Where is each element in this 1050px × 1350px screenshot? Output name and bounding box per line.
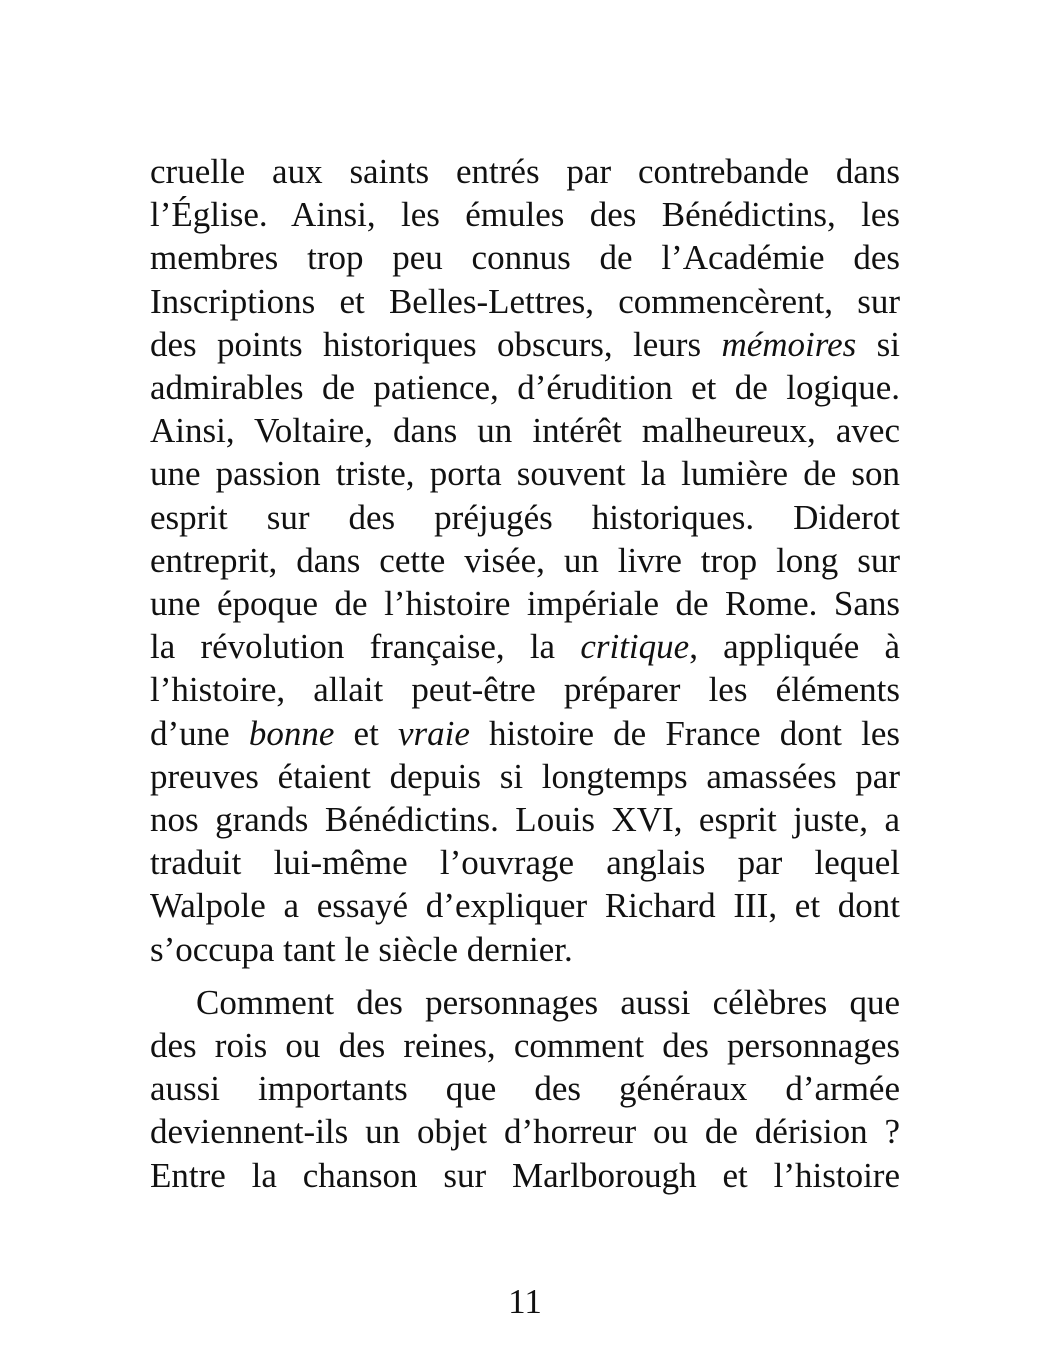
text-line: entreprit, dans cette visée, un livre trop long sur (150, 540, 900, 580)
text-line: Comment des personnages aussi célèbres que (196, 982, 900, 1022)
page-number: 11 (508, 1282, 542, 1321)
text-line: l’histoire, allait peut-être préparer les éléments (150, 670, 900, 710)
text-line: aussi importants que des généraux d’armée (150, 1069, 900, 1109)
italic-word: critique (580, 627, 690, 667)
text-line: des rois ou des reines, comment des personnages (150, 1026, 900, 1066)
text-line: Ainsi, Voltaire, dans un intérêt malheureux, avec (150, 411, 900, 451)
text-line: cruelle aux saints entrés par contrebande dans (150, 152, 900, 191)
text-line: une passion triste, porta souvent la lumière de son (150, 454, 900, 494)
text-line: preuves étaient depuis si longtemps amassées par (150, 756, 900, 796)
text-line: nos grands Bénédictins. Louis XVI, esprit juste, a (150, 800, 900, 840)
text-line: membres trop peu connus de l’Académie des (150, 238, 900, 278)
italic-word: bonne (248, 713, 335, 753)
text-line: esprit sur des préjugés historiques. Diderot (150, 497, 900, 537)
text-line: Entre la chanson sur Marlborough et l’histoire (150, 1155, 900, 1195)
text-line: une époque de l’histoire impériale de Rome. Sans (150, 584, 900, 624)
text-line: traduit lui-même l’ouvrage anglais par lequel (150, 843, 900, 883)
text-line: d’une bonne et vraie histoire de France dont les (150, 713, 900, 753)
text-line: admirables de patience, d’érudition et de logique. (150, 368, 900, 408)
text-line: deviennent-ils un objet d’horreur ou de dérision ? (150, 1112, 900, 1152)
text-line: s’occupa tant le siècle dernier. (150, 929, 573, 969)
page-body (150, 150, 900, 1197)
italic-word: mémoires (721, 324, 857, 364)
text-line: des points historiques obscurs, leurs mémoires si (150, 324, 900, 364)
paragraph-2 (150, 981, 900, 1197)
text-line: l’Église. Ainsi, les émules des Bénédictins, les (150, 195, 900, 235)
text-line: Inscriptions et Belles-Lettres, commencèrent, sur (150, 281, 900, 321)
text-line: Walpole a essayé d’expliquer Richard III, et dont (150, 886, 900, 926)
paragraph-1 (150, 150, 900, 971)
text-line: la révolution française, la critique, appliquée à (150, 627, 900, 667)
italic-word: vraie (397, 713, 470, 753)
